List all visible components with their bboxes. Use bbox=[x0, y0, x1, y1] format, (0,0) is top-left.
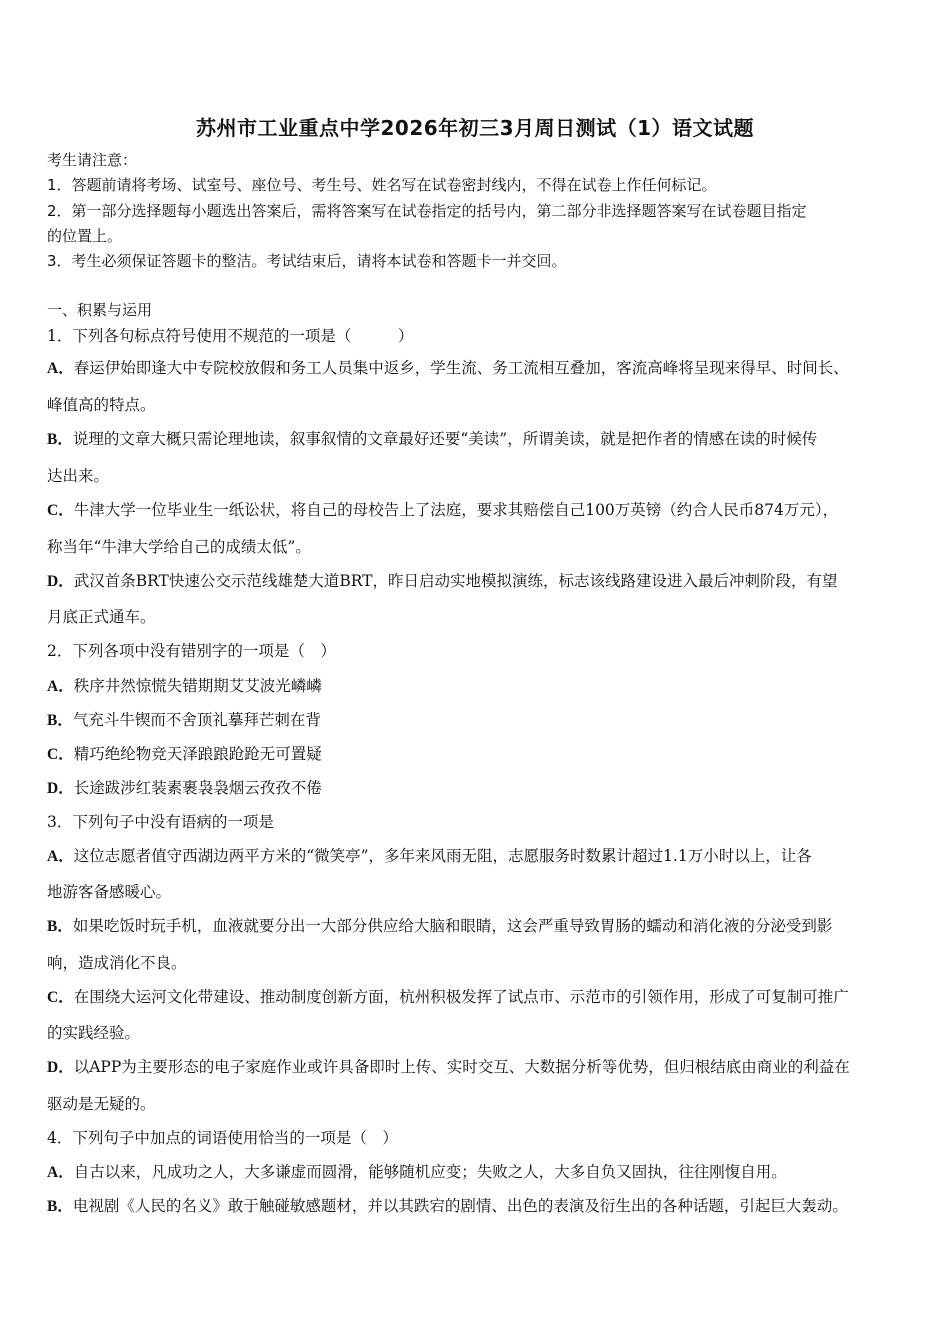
notice-line: 2．第一部分选择题每小题选出答案后，需将答案写在试卷指定的括号内，第二部分非选择题答案写在试卷题目指定 bbox=[47, 202, 807, 220]
option-line bbox=[47, 846, 812, 867]
option-line bbox=[47, 537, 311, 557]
option-label: C． bbox=[47, 989, 74, 1006]
option-line bbox=[47, 916, 832, 937]
option-line bbox=[47, 953, 187, 973]
option-text: 自古以来，凡成功之人，大多谦虚而圆滑，能够随机应变；失败之人，大多自负又固执，往往刚愎自用。 bbox=[73, 1163, 787, 1181]
option-text: 如果吃饭时玩手机，血液就要分出一大部分供应给大脑和眼睛，这会严重导致胃肠的蠕动和消化液的分泌受到影 bbox=[72, 917, 833, 935]
option-line bbox=[47, 466, 109, 486]
option-line bbox=[47, 987, 849, 1008]
question-stem: 3．下列句子中没有语病的一项是 bbox=[47, 813, 274, 831]
option-line bbox=[47, 882, 171, 902]
option-text: 称当年“牛津大学给自己的成绩太低”。 bbox=[47, 538, 311, 556]
option-text: 长途跋涉红装素裹袅袅烟云孜孜不倦 bbox=[73, 779, 322, 797]
option-label: A． bbox=[47, 678, 74, 695]
option-line bbox=[47, 571, 837, 592]
option-line bbox=[47, 710, 321, 731]
question-stem: 1．下列各句标点符号使用不规范的一项是（ ） bbox=[47, 327, 414, 345]
option-text: 电视剧《人民的名义》敢于触碰敏感题材，并以其跌宕的剧情、出色的表演及衍生出的各种话题，引起巨大轰动。 bbox=[72, 1197, 848, 1215]
option-text: 达出来。 bbox=[47, 467, 110, 485]
notice-line: 1．答题前请将考场、试室号、座位号、考生号、姓名写在试卷密封线内，不得在试卷上作任何标记。 bbox=[47, 176, 717, 194]
option-text: 武汉首条BRT快速公交示范线雄楚大道BRT，昨日启动实地模拟演练，标志该线路建设进入最后冲刺阶段，有望 bbox=[73, 572, 838, 590]
option-text: 地游客备感暖心。 bbox=[47, 883, 172, 901]
option-text: 春运伊始即逢大中专院校放假和务工人员集中返乡，学生流、务工流相互叠加，客流高峰将呈现来得早、时间长、 bbox=[73, 359, 849, 377]
option-line bbox=[47, 744, 322, 765]
option-text: 月底正式通车。 bbox=[47, 608, 156, 626]
option-text: 响，造成消化不良。 bbox=[47, 954, 187, 972]
option-line bbox=[47, 1094, 156, 1114]
notice-heading: 考生请注意： bbox=[47, 151, 138, 169]
option-line bbox=[47, 778, 322, 799]
option-line bbox=[47, 676, 322, 697]
option-line bbox=[47, 429, 817, 450]
option-label: B． bbox=[47, 918, 73, 935]
option-label: C． bbox=[47, 746, 74, 763]
page-title: 苏州市工业重点中学2026年初三3月周日测试（1）语文试题 bbox=[196, 116, 754, 140]
option-label: B． bbox=[47, 712, 73, 729]
option-label: B． bbox=[47, 431, 73, 448]
option-line bbox=[47, 1057, 850, 1078]
option-line bbox=[47, 1023, 140, 1043]
option-text: 峰值高的特点。 bbox=[47, 396, 156, 414]
option-label: A． bbox=[47, 1164, 74, 1181]
option-text: 以APP为主要形态的电子家庭作业或许具备即时上传、实时交互、大数据分析等优势，但归根结底由商业的利益在 bbox=[73, 1058, 850, 1076]
option-text: 秩序井然惊慌失错期期艾艾波光嶙嶙 bbox=[73, 677, 322, 695]
option-line bbox=[47, 358, 849, 379]
option-line bbox=[47, 1196, 848, 1217]
option-text: 精巧绝纶物竞天泽踉踉跄跄无可置疑 bbox=[73, 745, 322, 763]
option-label: C． bbox=[47, 502, 74, 519]
option-label: D． bbox=[47, 780, 74, 797]
option-label: A． bbox=[47, 360, 74, 377]
option-line bbox=[47, 395, 156, 415]
question-stem: 2．下列各项中没有错别字的一项是（ ） bbox=[47, 642, 336, 660]
option-label: D． bbox=[47, 573, 74, 590]
option-text: 气充斗牛锲而不舍顶礼摹拜芒刺在背 bbox=[72, 711, 321, 729]
option-label: D． bbox=[47, 1059, 74, 1076]
option-text: 驱动是无疑的。 bbox=[47, 1095, 156, 1113]
option-text: 的实践经验。 bbox=[47, 1024, 141, 1042]
notice-line: 3．考生必须保证答题卡的整洁。考试结束后，请将本试卷和答题卡一并交回。 bbox=[47, 252, 567, 270]
notice-line: 的位置上。 bbox=[47, 227, 123, 245]
option-line bbox=[47, 1162, 787, 1183]
question-stem: 4．下列句子中加点的词语使用恰当的一项是（ ） bbox=[47, 1129, 398, 1147]
option-text: 牛津大学一位毕业生一纸讼状，将自己的母校告上了法庭，要求其赔偿自己100万英镑（约合人民币874万元）， bbox=[73, 501, 839, 519]
option-text: 在围绕大运河文化带建设、推动制度创新方面，杭州积极发挥了试点市、示范市的引领作用，形成了可复制可推广 bbox=[73, 988, 849, 1006]
option-line bbox=[47, 500, 838, 521]
section-heading: 一、积累与运用 bbox=[47, 301, 153, 319]
option-label: B． bbox=[47, 1198, 73, 1215]
option-line bbox=[47, 607, 156, 627]
option-text: 说理的文章大概只需论理地读，叙事叙情的文章最好还要“美读”，所谓美读，就是把作者的情感在读的时候传 bbox=[72, 430, 818, 448]
option-label: A． bbox=[47, 848, 74, 865]
option-text: 这位志愿者值守西湖边两平方米的“微笑亭”，多年来风雨无阻，志愿服务时数累计超过1.1万小时以上，让各 bbox=[73, 847, 812, 865]
